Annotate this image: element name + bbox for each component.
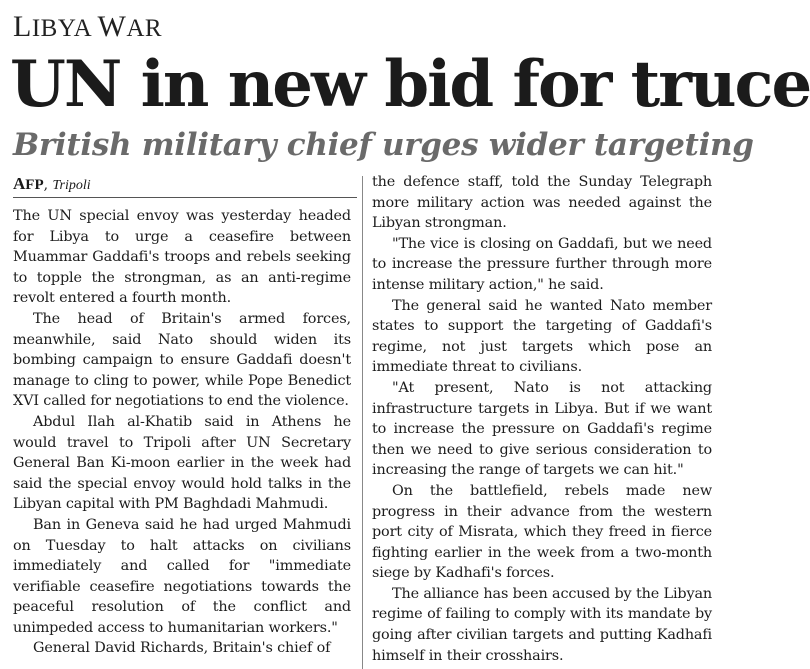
paragraph: The alliance has been accused by the Libyan regime of failing to comply with its mandate by going after civilian targets and putting Kadhafi himself in their crosshairs. [372,585,712,664]
byline-place: Tripoli [52,178,91,193]
section-kicker: LIBYA WAR [13,10,163,43]
paragraph: "At present, Nato is not attacking infrastructure targets in Libya. But if we want to increase the pressure on Gaddafi's regime then we need to give serious consideration to increasing the range of targets we can hit." [372,379,712,479]
paragraph: Ban in Geneva said he had urged Mahmudi on Tuesday to halt attacks on civilians immediately and called for "immediate verifiable ceasefire negotiations towards the peaceful resolution of the conflict and unimpeded access to humanitarian workers." [13,516,351,636]
paragraph: Abdul Ilah al-Khatib said in Athens he would travel to Tripoli after UN Secretary General Ban Ki-moon earlier in the week had said the special envoy would hold talks in the Libyan capital with PM Baghdadi Mahmudi. [13,413,351,513]
paragraph: the defence staff, told the Sunday Telegraph more military action was needed against the Libyan strongman. [372,174,712,232]
column-divider [362,176,363,669]
paragraph: General David Richards, Britain's chief of [33,640,331,657]
paragraph: "The vice is closing on Gaddafi, but we need to increase the pressure further through more intense military action," he said. [372,235,712,293]
paragraph: The general said he wanted Nato member states to support the targeting of Gaddafi's regime, not just targets which pose an immediate threat to civilians. [372,297,712,376]
headline: UN in new bid for truce [10,47,810,122]
paragraph: The head of Britain's armed forces, meanwhile, said Nato should widen its bombing campaign to ensure Gaddafi doesn't manage to cling to power, while Pope Benedict XVI called for negotiations to end the violence. [13,310,351,410]
paragraph: On the battlefield, rebels made new progress in their advance from the western port city of Misrata, which they freed in fierce fighting earlier in the week from a two-month siege by Kadhafi's forces. [372,482,712,582]
byline-agency: AFP [13,174,44,193]
byline-divider [13,197,357,198]
article-column-1 [13,206,351,659]
article-column-2 [372,172,712,666]
byline: AFP, Tripoli [13,174,91,193]
subheadline: British military chief urges wider targeting [13,127,754,163]
paragraph: The UN special envoy was yesterday headed for Libya to urge a ceasefire between Muammar Gaddafi's troops and rebels seeking to topple the strongman, as an anti-regime revolt entered a fourth month. [13,208,351,307]
